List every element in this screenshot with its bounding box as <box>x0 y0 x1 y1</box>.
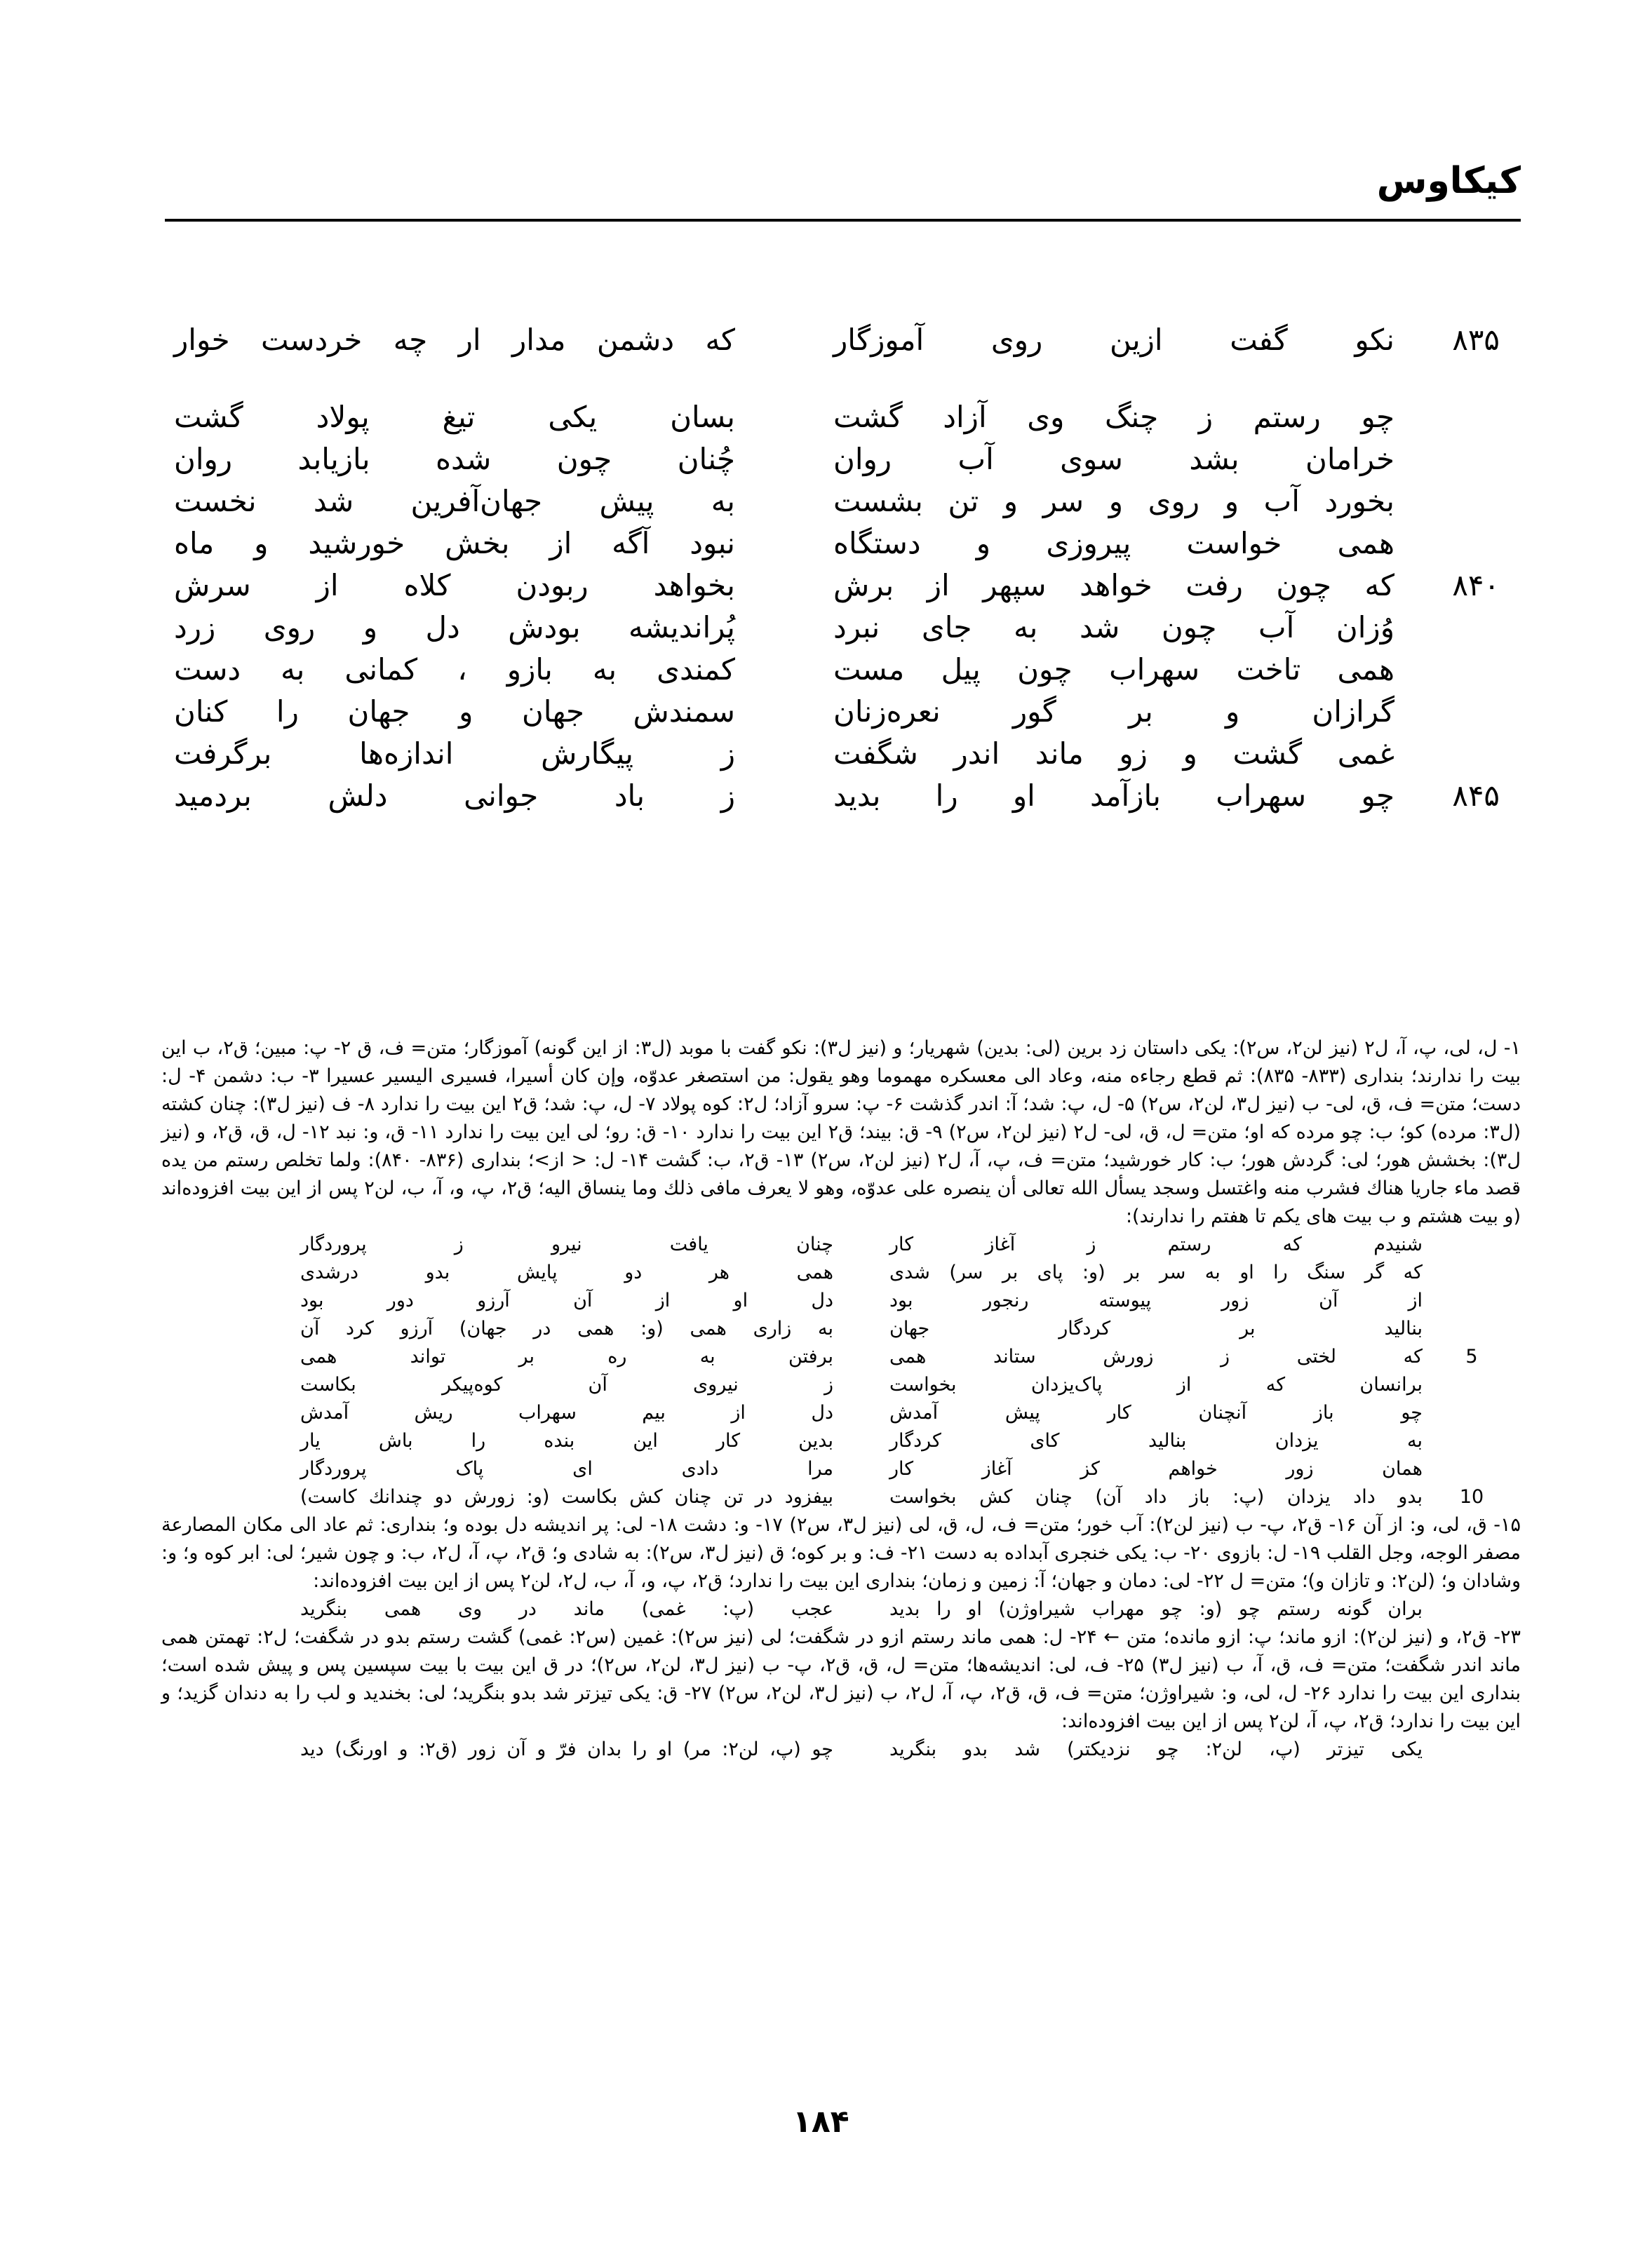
footnote-added-verses <box>161 1736 1521 1764</box>
verse-number: ۸۴۵ <box>1452 778 1500 813</box>
hemistich-first: بخورد آب و روی و سر و تن بشست <box>833 484 1394 518</box>
added-verse: چو باز آنچنان کار پیش آمدش دل از بیم سهراب ریش آمدش <box>300 1402 1423 1424</box>
hemistich-second: چُنان چون شده بازیابد روان <box>174 442 735 476</box>
added-verse: 10 بدو داد یزدان (پ: باز داد آن) چنان کش بخواست بیفزود در تن چنان کش بکاست (و: زورش دو چندانك کاست) <box>300 1486 1484 1508</box>
footnote-paragraph: ۲۳- ق۲، و (نیز لن۲): ازو ماند؛ پ: ازو مانده؛ متن ← ۲۴- ل: همی ماند رستم ازو در شگفت؛ لی (نیز س۲): غمین (س۲: غمی) گشت رستم بدو در شگفت؛ ل۲: تهمتن همی ماند اندر شگفت؛ متن= ف، ق، آ، ب (نیز ل۳) ۲۵- ف، لی: اندیشه‌ها؛ متن= ل، ق، ق۲، پ- ب (نیز ل۳، لن۲، س۲)؛ در ق این بیت با بیت سپسین پس و پیش شده است؛ بنداری این بیت را ندارد ۲۶- ل، لی، و: شیراوژن؛ متن= ف، ق، ق۲، پ، آ، ل۲، ب (نیز ل۳، لن۲، س۲) ۲۷- ق: یکی تیزتر شد بدو بنگرید؛ لی: بخندید و لب را به دندان گزید؛ و این بیت را ندارد؛ ق۲، پ، آ، لن۲ پس از این بیت افزوده‌اند: <box>161 1626 1521 1732</box>
verse-line <box>174 438 1500 480</box>
verse-line <box>174 396 1500 438</box>
hemistich-first: خرامان بشد سوی آب روان <box>833 442 1394 476</box>
hemistich-first: همی خواست پیروزی و دستگاه <box>833 526 1394 560</box>
hemistich-second: ز باد جوانی دلش بردمید <box>174 778 735 813</box>
hemistich-first: که چون رفت خواهد سپهر از برش <box>833 568 1394 602</box>
verse-block <box>174 319 1500 817</box>
hemistich-second: به پیش جهان‌آفرین شد نخست <box>174 484 735 518</box>
verse-line <box>174 649 1500 691</box>
added-verse: یکی تیزتر (پ، لن۲: چو نزدیکتر) شد بدو بنگرید چو (پ، لن۲: مر) او را بدان فرّ و آن زور (ق۲: و اورنگ) دید <box>300 1739 1423 1760</box>
hemistich-first: همی تاخت سهراب چون پیل مست <box>833 652 1394 687</box>
hemistich-second: پُراندیشه بودش دل و روی زرد <box>174 610 735 644</box>
verse-line <box>174 691 1500 733</box>
added-verse: بنالید بر کردگار جهان به زاری همی (و: همی در جهان) آرزو کرد آن <box>300 1318 1423 1339</box>
hemistich-first: غمی گشت و زو ماند اندر شگفت <box>833 736 1394 771</box>
verse-number: ۸۴۰ <box>1452 568 1500 602</box>
hemistich-first: چو رستم ز چنگ وی آزاد گشت <box>833 400 1394 434</box>
hemistich-second: کمندی به بازو ، کمانی به دست <box>174 652 735 687</box>
footnotes-apparatus <box>161 1034 1521 1764</box>
footnote-added-verses <box>161 1231 1521 1511</box>
hemistich-first: وُزان آب چون شد به جای نبرد <box>833 610 1394 644</box>
verse-line <box>174 775 1500 817</box>
hemistich-first: نکو گفت ازین روی آموزگار <box>833 323 1394 357</box>
verse-line <box>174 480 1500 522</box>
hemistich-second: بسان یکی تیغ پولاد گشت <box>174 400 735 434</box>
running-header-title: کیکاوس <box>1376 160 1521 202</box>
hemistich-second: بخواهد ربودن کلاه از سرش <box>174 568 735 602</box>
added-verse: به یزدان بنالید کای کردگار بدین کار این بنده را باش یار <box>300 1430 1423 1452</box>
verse-line <box>174 522 1500 565</box>
added-verse: همان زور خواهم کز آغاز کار مرا دادی ای پاک پروردگار <box>300 1458 1423 1480</box>
added-verse: که گر سنگ را او به سر بر (و: پای بر سر) شدی همی هر دو پایش بدو درشدی <box>300 1262 1423 1283</box>
hemistich-second: که دشمن مدار ار چه خردست خوار <box>174 323 735 357</box>
hemistich-second: نبود آگه از بخش خورشید و ماه <box>174 526 735 560</box>
hemistich-second: ز پیگارش اندازه‌ها برگرفت <box>174 736 735 771</box>
footnote-paragraph: ۱۵- ق، لی، و: از آن ۱۶- ق۲، پ- ب (نیز لن۲): آب خور؛ متن= ف، ل، ق، لی (نیز ل۳، س۲) ۱۷- و: دشت ۱۸- لی: پر اندیشه دل بوده و؛ بنداری: ثم عاد الی مکان المصارعة مصفر الوجه، وجل القلب ۱۹- ل: بازوی ۲۰- ب: یکی خنجری آبداده به دست ۲۱- ف: و بر کوه؛ ق (نیز ل۳، س۲): به شادی و؛ ق۲، پ، آ، ل۲، ب: و چون شیر؛ لی: ابر کوه و؛ و: وشادان و؛ (لن۲: و تازان و)؛ متن= ل ۲۲- لی: دمان و جهان؛ آ: زمین و زمان؛ بنداری این بیت را ندارد؛ ق۲، پ، و، آ، ب، ل۲، لن۲ پس از این بیت افزوده‌اند: <box>161 1514 1521 1592</box>
added-verse: شنیدم که رستم ز آغاز کار چنان یافت نیرو ز پروردگار <box>300 1234 1423 1255</box>
verse-line <box>174 319 1500 361</box>
verse-line <box>174 565 1500 607</box>
header-rule <box>165 219 1521 222</box>
added-verse: بران گونه رستم چو (و: چو مهراب شیراوژن) او را بدید عجب (پ: غمی) ماند در وی همی بنگرید <box>300 1598 1423 1620</box>
verse-line <box>174 733 1500 775</box>
verse-number: ۸۳۵ <box>1452 323 1500 357</box>
page-number: ۱۸۴ <box>793 2104 849 2140</box>
added-verse: برانسان که از پاک‌یزدان بخواست ز نیروی آن کوه‌پیکر بکاست <box>300 1374 1423 1396</box>
hemistich-second: سمندش جهان و جهان را کنان <box>174 694 735 729</box>
footnote-paragraph: ۱- ل، لی، پ، آ، ل۲ (نیز لن۲، س۲): یکی داستان زد برین (لی: بدین) شهریار؛ و (نیز ل۳): نکو گفت با موبد (ل۳: از این گونه) آموزگار؛ متن= ف، ق ۲- پ: مبین؛ ق۲، ب این بیت را ندارند؛ بنداری (۸۳۳- ۸۳۵): ثم قطع رجاءه منه، وعاد الی معسکره مهموما وهو یقول: من استصغر عدوّه، وإن کان أسیرا، فسیری الیسیر عسیرا ۳- ب: دشمن ۴- ل: دست؛ متن= ف، ق، لی- ب (نیز ل۳، لن۲، س۲) ۵- ل، پ: شد؛ آ: اندر گذشت ۶- پ: سرو آزاد؛ ل۲: کوه پولاد ۷- ل، پ: شد؛ ق۲ این بیت را ندارد ۸- ف (نیز ل۳): چنان کشته (ل۳: مرده) کو؛ ب: چو مرده که او؛ متن= ل، ق، لی- ل۲ (نیز لن۲، س۲) ۹- ق: بیند؛ ق۲ این بیت را ندارد ۱۰- ق: رو؛ لی این بیت را ندارد ۱۱- ق، و: نبد ۱۲- ل، ق، ق۲، و (نیز ل۳): بخشش هور؛ لی: گردش هور؛ ب: کار خورشید؛ متن= ف، پ، آ، ل۲ (نیز لن۲، س۲) ۱۳- ق۲، ب: گشت ۱۴- ل: < از>؛ بنداری (۸۳۶- ۸۴۰): ولما تخلص رستم من یده قصد ماء جاریا هناك فشرب منه واغتسل وسجد یسأل الله تعالی أن ینصره علی عدوّه، وهو لا یعرف مافی ذلك وما ینساق الیه؛ ق۲، پ، و، آ، ب، لن۲ پس از این بیت افزوده‌اند (و بیت هشتم و ب بیت های یکم تا هفتم را ندارند): <box>161 1037 1521 1227</box>
added-verse: از آن زور پیوسته رنجور بود دل او از آن آرزو دور بود <box>300 1290 1423 1311</box>
hemistich-first: گرازان و بر گور نعره‌زنان <box>833 694 1394 729</box>
footnote-added-verses <box>161 1595 1521 1624</box>
verse-line <box>174 607 1500 649</box>
added-verse: 5 که لختی ز زورش ستاند همی برفتن به ره بر تواند همی <box>300 1346 1478 1368</box>
hemistich-first: چو سهراب بازآمد او را بدید <box>833 778 1394 813</box>
